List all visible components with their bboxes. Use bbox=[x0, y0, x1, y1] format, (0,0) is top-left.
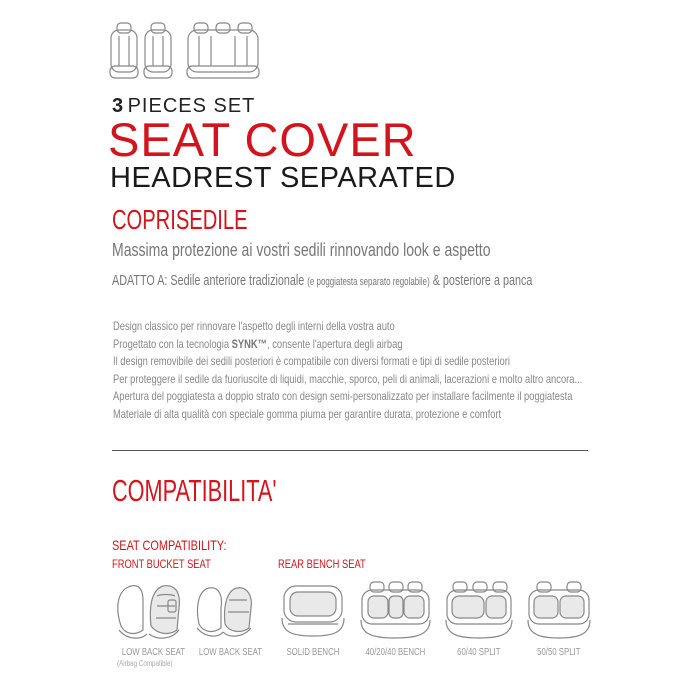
product-title: SEAT COVER bbox=[108, 113, 417, 166]
feature-item: Apertura del poggiatesta a doppio strato con design semi-personalizzato per installare facilmente il poggiatesta bbox=[113, 389, 573, 404]
compatibility-title: COMPATIBILITA' bbox=[112, 473, 277, 508]
front-bucket-heading: FRONT BUCKET SEAT bbox=[112, 557, 211, 571]
feature-item: Progettato con la tecnologia SYNK™, consente l'apertura degli airbag bbox=[113, 336, 403, 351]
feature-list bbox=[113, 318, 700, 424]
feature-item: Per proteggere il sedile da fuoriuscite di liquidi, macchie, sporco, peli di animali, lacerazioni e molto altro ancora... bbox=[113, 371, 583, 386]
product-name-text: COPRISEDILE bbox=[112, 204, 248, 235]
feature-item: Il design removibile dei sedili posteriori è compatibile con diversi formati e tipi di sedile posteriori bbox=[113, 354, 510, 369]
product-subtitle: HEADREST SEPARATED bbox=[110, 162, 456, 194]
seat-label: 50/50 SPLIT bbox=[537, 647, 581, 658]
low-back-seat-icon bbox=[193, 578, 255, 644]
rear-bench-heading: REAR BENCH SEAT bbox=[278, 557, 366, 571]
fit-small-note: (e poggiatesta separato regolabile) bbox=[307, 276, 430, 288]
seat-label: SOLID BENCH bbox=[286, 647, 340, 658]
bench-40-20-40-icon bbox=[358, 578, 433, 644]
feature-item: Materiale di alta qualità con speciale gomma piuma per garantire durata, protezione e comfort bbox=[113, 406, 502, 421]
section-divider bbox=[112, 450, 588, 451]
synk-brand: SYNK™ bbox=[231, 336, 268, 351]
seat-label: 40/20/40 BENCH bbox=[365, 647, 425, 658]
fit-description bbox=[112, 273, 696, 288]
product-name bbox=[112, 206, 300, 234]
product-tagline bbox=[112, 241, 597, 259]
solid-bench-icon bbox=[278, 578, 348, 644]
seat-sublabel: (Airbag Compatible) bbox=[117, 659, 173, 668]
feature-item: Design classico per rinnovare l'aspetto degli interni della vostra auto bbox=[113, 319, 395, 333]
split-50-50-icon bbox=[525, 578, 593, 644]
seat-label: 60/40 SPLIT bbox=[457, 647, 501, 658]
split-60-40-icon bbox=[443, 578, 515, 644]
fit-suffix: & posteriore a panca bbox=[429, 272, 533, 289]
seat-label: LOW BACK SEAT bbox=[121, 647, 186, 658]
fit-prefix: ADATTO A: Sedile anteriore tradizionale bbox=[112, 272, 308, 289]
seat-compatibility-heading: SEAT COMPATIBILITY: bbox=[112, 537, 227, 553]
seat-set-icon bbox=[108, 20, 263, 82]
product-tagline-text: Massima protezione ai vostri sedili rinnovando look e aspetto bbox=[112, 240, 491, 260]
low-back-seat-airbag-icon bbox=[113, 578, 183, 644]
set-number: 3 bbox=[112, 95, 124, 117]
set-label: PIECES SET bbox=[127, 95, 256, 117]
seat-label: LOW BACK SEAT bbox=[198, 647, 263, 658]
